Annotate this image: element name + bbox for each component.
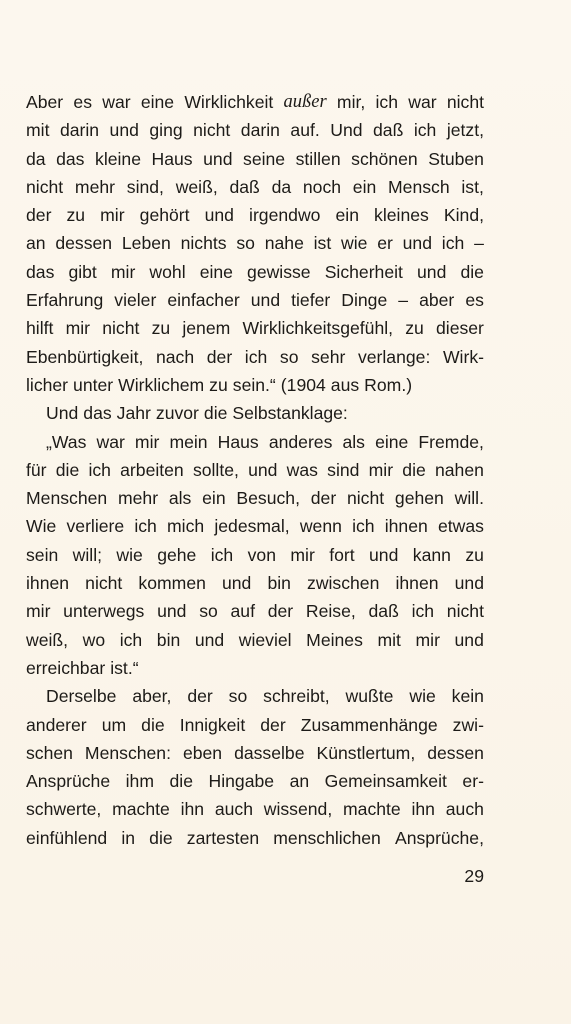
word: machte (343, 799, 401, 820)
text-line (26, 286, 484, 314)
word: an (289, 771, 310, 792)
word: arbeiten (120, 459, 184, 480)
word: zwischen (307, 573, 380, 594)
word: auch (445, 799, 484, 820)
word: aber (419, 290, 455, 311)
word: mich (167, 516, 205, 537)
word: wußte (345, 686, 394, 707)
text-line (26, 484, 484, 512)
word: sind (327, 459, 360, 480)
word: Meines (306, 629, 363, 650)
word: nicht (102, 318, 140, 339)
word: Und (46, 403, 79, 424)
word: mit (26, 120, 50, 141)
word: Und (330, 120, 363, 141)
word: von (247, 544, 276, 565)
word: Gemeinsamkeit (324, 771, 447, 792)
word: ich (375, 92, 398, 112)
word: zuvor (155, 403, 199, 424)
word: der (187, 686, 213, 707)
text-line (26, 824, 484, 852)
word: wenn (299, 516, 342, 537)
word: nicht (193, 120, 231, 141)
text-line (26, 654, 484, 682)
text-line (26, 626, 484, 654)
word: Wirk- (442, 346, 484, 367)
word: Sicherheit (324, 261, 403, 282)
word: ich (441, 233, 465, 254)
word: Dinge (341, 290, 388, 311)
text-line (26, 229, 484, 257)
word: Selbstanklage: (232, 403, 348, 424)
word: zu (209, 374, 228, 395)
word: Künstlertum, (316, 742, 416, 763)
word: auf (230, 601, 255, 622)
word: der (267, 601, 294, 622)
text-line (26, 767, 484, 795)
word: die (169, 771, 193, 792)
word: jenem (182, 318, 231, 339)
word: nicht (446, 92, 484, 112)
word: Besuch, (236, 488, 300, 509)
word: darin (240, 120, 280, 141)
word: ich (134, 516, 157, 537)
word: ich (119, 629, 143, 650)
word: anderes (268, 431, 333, 452)
word: ihnen (395, 573, 439, 594)
word: vieler (114, 290, 157, 311)
word: das (26, 261, 55, 282)
word: zu (465, 544, 484, 565)
word: unter (73, 374, 114, 395)
word: kleine (95, 148, 141, 169)
word: aus (330, 374, 360, 395)
word: und (369, 544, 399, 565)
word: der (260, 714, 286, 735)
word: „Was (46, 431, 87, 452)
word: und (157, 601, 187, 622)
word: ihnen (384, 516, 428, 537)
word: ihm (125, 771, 154, 792)
word: sehr (311, 346, 346, 367)
word: es (465, 290, 484, 311)
text-line (26, 512, 484, 540)
text-line (26, 428, 484, 456)
text-line (26, 682, 484, 710)
word: mein (169, 431, 208, 452)
word: anderer (26, 714, 87, 735)
word: ist (313, 233, 332, 254)
word: nicht (85, 573, 123, 594)
word: das (83, 403, 112, 424)
word: die (203, 403, 228, 424)
word: in (121, 827, 136, 848)
page-number: 29 (464, 866, 484, 886)
word: Derselbe (46, 686, 117, 707)
word: die (149, 827, 173, 848)
word: ich (88, 459, 111, 480)
word: und (203, 148, 233, 169)
text-line (26, 371, 484, 399)
word: war (96, 431, 125, 452)
word: Wirklichem (118, 374, 205, 395)
word: Innigkeit (179, 714, 246, 735)
word: licher (26, 374, 69, 395)
word: und (109, 120, 139, 141)
word: schen (26, 742, 73, 763)
word: – (474, 233, 484, 254)
word: einfacher (167, 290, 240, 311)
word: an (26, 233, 46, 254)
text-line (26, 116, 484, 144)
word: und (221, 573, 252, 594)
word: auf. (290, 120, 320, 141)
word: ich (244, 346, 268, 367)
word: noch (302, 176, 342, 197)
word: als (342, 431, 365, 452)
text-line (26, 597, 484, 625)
word: will; (72, 544, 102, 565)
word: eben (182, 742, 223, 763)
word: seine (243, 148, 286, 169)
word: hilft (26, 318, 54, 339)
word: nicht (346, 488, 385, 509)
word: er- (462, 771, 484, 792)
word: mir (100, 205, 125, 226)
word: so (228, 686, 248, 707)
word: gehört (139, 205, 190, 226)
word: mir (415, 629, 440, 650)
word: Haus (151, 148, 193, 169)
word: einfühlend (26, 827, 108, 848)
emphasized-word: außer (283, 92, 327, 112)
word: und (454, 573, 484, 594)
word: gewisse (247, 261, 311, 282)
word: die (141, 714, 165, 735)
word: sind, (126, 176, 164, 197)
word: nicht (446, 601, 484, 622)
word: Menschen: (84, 742, 171, 763)
word: für (26, 459, 47, 480)
word: Menschen (26, 488, 108, 509)
word: Rom.) (364, 374, 413, 395)
word: Aber (26, 92, 64, 112)
word: wie (409, 686, 436, 707)
word: Fremde, (418, 431, 484, 452)
word: nicht (26, 176, 64, 197)
text-line (26, 201, 484, 229)
word: ich (413, 120, 437, 141)
word: dessen (55, 233, 113, 254)
word: dieser (436, 318, 484, 339)
word: nahen (434, 459, 484, 480)
text-line (26, 88, 484, 116)
word: so (199, 601, 218, 622)
word: Wirklichkeit (184, 92, 274, 112)
word: ist.“ (110, 657, 139, 678)
word: war (408, 92, 437, 112)
word: mehr (117, 488, 159, 509)
word: – (398, 290, 409, 311)
word: Reise, (305, 601, 356, 622)
word: mit (377, 629, 401, 650)
word: Stuben (428, 148, 484, 169)
word: und (402, 233, 432, 254)
word: jedesmal, (214, 516, 290, 537)
word: kann (412, 544, 451, 565)
word: ihnen (26, 573, 70, 594)
word: eine (375, 431, 409, 452)
word: zwi- (452, 714, 484, 735)
word: (1904 (280, 374, 326, 395)
word: Wirklichkeitsgefühl, (242, 318, 394, 339)
text-line (26, 145, 484, 173)
word: irgendwo (249, 205, 321, 226)
word: Hingabe (208, 771, 275, 792)
word: ihn (180, 799, 205, 820)
word: ging (149, 120, 183, 141)
text-line (26, 795, 484, 823)
word: ein (202, 488, 226, 509)
word: mir (110, 261, 136, 282)
text-line (26, 343, 484, 371)
word: verliere (66, 516, 125, 537)
word: aber, (132, 686, 172, 707)
word: und (454, 629, 484, 650)
word: daß (368, 601, 399, 622)
word: es (73, 92, 92, 112)
word: schwerte, (26, 799, 102, 820)
word: Wie (26, 516, 57, 537)
word: war (102, 92, 131, 112)
body-text (26, 88, 484, 852)
word: ich (210, 544, 234, 565)
word: wo (82, 629, 106, 650)
word: kein (451, 686, 484, 707)
word: mir (65, 318, 91, 339)
word: jetzt, (446, 120, 484, 141)
word: um (101, 714, 127, 735)
word: und (204, 205, 234, 226)
word: tiefer (291, 290, 331, 311)
word: auch (214, 799, 253, 820)
word: bin (156, 629, 181, 650)
word: eine (199, 261, 233, 282)
word: zu (66, 205, 86, 226)
word: ich (411, 601, 435, 622)
word: will. (454, 488, 484, 509)
word: daß (373, 120, 404, 141)
word: mir (368, 459, 394, 480)
text-line (26, 541, 484, 569)
word: nach (155, 346, 195, 367)
word: wie (341, 233, 368, 254)
word: ein (352, 176, 377, 197)
word: nahe (264, 233, 304, 254)
word: der (206, 346, 233, 367)
word: sein.“ (232, 374, 276, 395)
word: wie (116, 544, 143, 565)
word: wohl (149, 261, 186, 282)
word: Kind, (443, 205, 484, 226)
word: zartesten (186, 827, 260, 848)
word: Ansprüche, (394, 827, 484, 848)
word: mir (134, 431, 160, 452)
text-line (26, 314, 484, 342)
word: mehr (74, 176, 116, 197)
word: die (460, 261, 484, 282)
word: zu (151, 318, 171, 339)
word: Leben (121, 233, 171, 254)
text-line (26, 711, 484, 739)
word: daß (229, 176, 260, 197)
word: ich (352, 516, 375, 537)
word: verlange: (357, 346, 431, 367)
word: Ebenbürtigkeit, (26, 346, 144, 367)
word: ihn (411, 799, 435, 820)
word: Haus (217, 431, 259, 452)
word: der (26, 205, 52, 226)
word: weiß, (26, 629, 69, 650)
word: menschlichen (273, 827, 381, 848)
word: schreibt, (263, 686, 330, 707)
word: Erfahrung (26, 290, 104, 311)
word: dasselbe (234, 742, 305, 763)
word: machte (112, 799, 170, 820)
word: sollte, (192, 459, 239, 480)
word: kleines (374, 205, 429, 226)
word: und (417, 261, 447, 282)
text-line (26, 456, 484, 484)
word: sein (26, 544, 59, 565)
word: erreichbar (26, 657, 106, 678)
word: weiß, (175, 176, 218, 197)
word: der (310, 488, 337, 509)
word: bin (267, 573, 291, 594)
text-line (26, 258, 484, 286)
word: gehe (157, 544, 197, 565)
word: die (55, 459, 80, 480)
word: wissend, (263, 799, 333, 820)
word: als (168, 488, 192, 509)
word: da (26, 148, 46, 169)
word: schönen (351, 148, 418, 169)
word: und (250, 290, 281, 311)
word: so (236, 233, 255, 254)
word: mir (26, 601, 51, 622)
text-line (26, 569, 484, 597)
word: darin (59, 120, 100, 141)
word: kommen (138, 573, 206, 594)
word: eine (140, 92, 175, 112)
text-line (26, 173, 484, 201)
word: Mensch (388, 176, 450, 197)
word: und (248, 459, 278, 480)
word: so (279, 346, 299, 367)
text-line (26, 739, 484, 767)
word: dessen (427, 742, 484, 763)
word: er (377, 233, 393, 254)
word: die (402, 459, 426, 480)
word: gibt (68, 261, 97, 282)
word: Ansprüche (26, 771, 111, 792)
word: da (271, 176, 292, 197)
word: fort (329, 544, 355, 565)
text-line (26, 399, 484, 427)
word: nichts (180, 233, 227, 254)
word: Jahr (116, 403, 151, 424)
word: unterwegs (63, 601, 145, 622)
word: etwas (437, 516, 484, 537)
word: gehen (394, 488, 444, 509)
word: zu (405, 318, 424, 339)
word: wieviel (238, 629, 292, 650)
word: mir (290, 544, 315, 565)
word: mir, (336, 92, 366, 112)
word: Zusammenhänge (300, 714, 438, 735)
word: ein (335, 205, 359, 226)
word: und (194, 629, 225, 650)
word: was (286, 459, 318, 480)
word: stillen (295, 148, 341, 169)
word: ist, (461, 176, 484, 197)
word: das (56, 148, 85, 169)
